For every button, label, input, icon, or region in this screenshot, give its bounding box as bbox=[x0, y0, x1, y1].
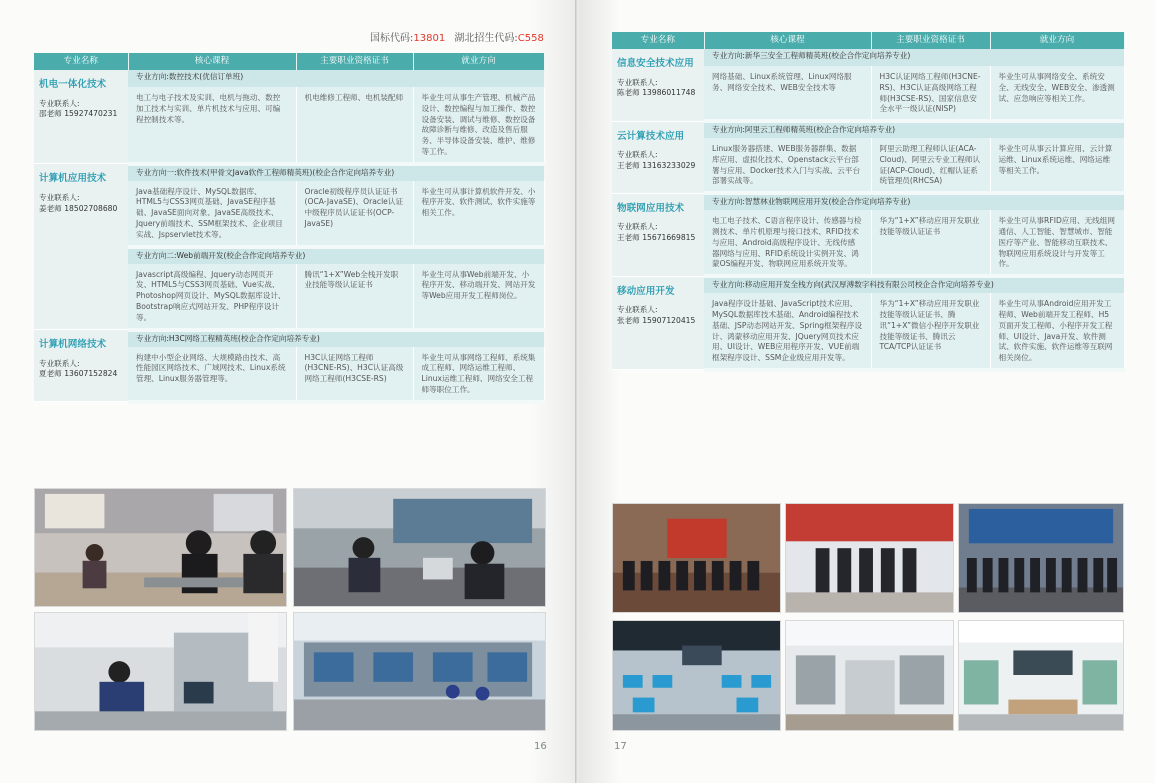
certificates: 华为“1+X”移动应用开发职业技能等级认证证书、腾讯“1+X”微信小程序开发职业技能等级证书、腾讯云TCA/TCP认证证书 bbox=[871, 293, 990, 370]
photo-group-meeting bbox=[958, 503, 1124, 613]
core-courses: 电工电子技术、C语言程序设计、传感器与检测技术、单片机原理与接口技术、RFID技术与应用、Android高级程序设计、无线传感器网络与应用、RFID系统设计实例开发、鸿蒙OS编程开发、物联网应用系统开发等。 bbox=[704, 210, 871, 276]
photo-electronics-practice bbox=[34, 488, 287, 607]
photo-automation-lab bbox=[34, 612, 287, 731]
career-direction: 毕业生可从事网络工程师、系统集成工程师、网络运维工程师、Linux运维工程师、网络安全工程师等职位工作。 bbox=[413, 347, 544, 402]
right-page bbox=[579, 0, 1155, 783]
contact-person: 张老师 15907120415 bbox=[617, 316, 696, 326]
right-program-table bbox=[612, 32, 1125, 372]
photo-training-room bbox=[293, 612, 546, 731]
contact-label: 专业联系人: bbox=[39, 98, 80, 108]
certificates: 华为“1+X”移动应用开发职业技能等级认证证书 bbox=[871, 210, 990, 276]
major-name: 计算机网络技术 bbox=[39, 339, 107, 350]
direction-title: 专业方向:智慧林业物联网应用开发(校企合作定向培养专业) bbox=[704, 193, 1124, 210]
col-header-certs: 主要职业资格证书 bbox=[871, 32, 990, 49]
direction-row bbox=[612, 121, 1124, 138]
photo-signing-ceremony bbox=[612, 503, 781, 613]
direction-title: 专业方向:阿里云工程师精英班(校企合作定向培养专业) bbox=[704, 121, 1124, 138]
major-cell bbox=[612, 193, 704, 276]
direction-row bbox=[34, 70, 544, 87]
contact-label: 专业联系人: bbox=[39, 358, 80, 368]
certificates: H3C认证网络工程师(H3CNE-RS)、H3C认证高级网络工程师(H3CSE-RS) bbox=[296, 347, 413, 402]
col-header-certs: 主要职业资格证书 bbox=[296, 53, 413, 70]
photo-workshop-room bbox=[785, 620, 954, 731]
col-header-major: 专业名称 bbox=[612, 32, 704, 49]
core-courses: 构建中小型企业网络、大规模路由技术、高性能园区网络技术、广域网技术、Linux系统管理、Linux服务器管理等。 bbox=[128, 347, 296, 402]
col-header-jobs: 就业方向 bbox=[413, 53, 544, 70]
contact-person: 邵老师 15927470231 bbox=[39, 109, 118, 119]
major-cell bbox=[612, 276, 704, 370]
admission-codes bbox=[370, 29, 544, 44]
career-direction: 毕业生可从事网络安全、系统安全、无线安全、WEB安全、渗透测试、应急响应等相关工作。 bbox=[990, 66, 1124, 121]
contact-person: 王老师 13163233029 bbox=[617, 161, 696, 171]
national-code: 13801 bbox=[413, 33, 446, 44]
major-cell bbox=[34, 70, 128, 164]
major-name: 移动应用开发 bbox=[617, 285, 675, 297]
contact-person: 陈老师 13986011748 bbox=[617, 88, 696, 98]
major-cell bbox=[34, 164, 128, 330]
national-code-label: 国标代码: bbox=[370, 33, 414, 44]
direction-row bbox=[612, 49, 1124, 66]
major-name: 物联网应用技术 bbox=[617, 202, 685, 214]
left-program-table bbox=[34, 53, 545, 404]
photo-practice-room bbox=[958, 620, 1124, 731]
hubei-code-label: 湖北招生代码: bbox=[454, 33, 518, 44]
direction-title: 专业方向:数控技术(优信订单班) bbox=[128, 70, 544, 87]
direction-row bbox=[34, 164, 544, 181]
core-courses: Java基础程序设计、MySQL数据库、HTML5与CSS3网页基础、JavaSE程序基础、JavaSE面向对象、JavaSE高级技术、Jquery前端技术、SSM框架技术、企业项目实战、Jspservlet技术等。 bbox=[128, 181, 296, 247]
career-direction: 毕业生可从事云计算应用、云计算运维、Linux系统运维、网络运维等相关工作。 bbox=[990, 138, 1124, 193]
direction-title: 专业方向:移动应用开发全栈方向(武汉厚溥数字科技有限公司校企合作定向培养专业) bbox=[704, 276, 1124, 293]
direction-title: 专业方向一:软件技术(甲骨文Java软件工程师精英班)(校企合作定向培养专业) bbox=[128, 164, 544, 181]
photo-computer-lab bbox=[612, 620, 781, 731]
contact-label: 专业联系人: bbox=[617, 222, 658, 232]
core-courses: Javascript高级编程、Jquery动态网页开发、HTML5与CSS3网页基础、Vue实战、Photoshop网页设计、MySQL数据库设计、Bootstrap响应式网站开发、PHP程序设计等。 bbox=[128, 264, 296, 330]
col-header-courses: 核心课程 bbox=[128, 53, 296, 70]
direction-row bbox=[612, 193, 1124, 210]
col-header-jobs: 就业方向 bbox=[990, 32, 1124, 49]
major-cell bbox=[34, 330, 128, 402]
direction-title: 专业方向二:Web前端开发(校企合作定向培养专业) bbox=[128, 247, 544, 264]
core-courses: Java程序设计基础、JavaScript技术应用、MySQL数据库技术基础、Android编程技术基础、JSP动态网站开发、Spring框架程序设计、鸿蒙移动应用开发、JQuery网页技术应用、UI设计、WEB应用程序开发、VUE前端框架程序设计、SSM企业级应用开发等。 bbox=[704, 293, 871, 370]
contact-label: 专业联系人: bbox=[617, 77, 658, 87]
direction-title: 专业方向:新华三安全工程师精英班(校企合作定向培养专业) bbox=[704, 49, 1124, 66]
page-number-left: 16 bbox=[534, 741, 547, 752]
certificates: Oracle初级程序员认证证书(OCA-JavaSE)、Oracle认证中级程序员认证证书(OCP-JavaSE) bbox=[296, 181, 413, 247]
contact-person: 夏老师 13607152824 bbox=[39, 369, 118, 379]
certificates: H3C认证网络工程师(H3CNE-RS)、H3C认证高级网络工程师(H3CSE-RS)、国家信息安全水平一级认证(NISP) bbox=[871, 66, 990, 121]
core-courses: 网络基础、Linux系统管理、Linux网络服务、网络安全技术、WEB安全技术等 bbox=[704, 66, 871, 121]
contact-label: 专业联系人: bbox=[617, 305, 658, 315]
direction-row bbox=[34, 330, 544, 347]
career-direction: 毕业生可从事Web前端开发、小程序开发、移动端开发、网站开发等Web应用开发工程师岗位。 bbox=[413, 264, 544, 330]
major-name: 计算机应用技术 bbox=[39, 173, 107, 185]
major-name: 信息安全技术应用 bbox=[617, 58, 694, 69]
photo-lab-training bbox=[293, 488, 546, 607]
career-direction: 毕业生可从事Android应用开发工程师、Web前端开发工程师、H5页面开发工程师、小程序开发工程师、UI设计、Java开发、软件测试、软件实施、软件运维等互联网相关岗位。 bbox=[990, 293, 1124, 370]
col-header-major: 专业名称 bbox=[34, 53, 128, 70]
major-name: 云计算技术应用 bbox=[617, 130, 685, 142]
direction-row bbox=[612, 276, 1124, 293]
direction-title: 专业方向:H3C网络工程精英班(校企合作定向培养专业) bbox=[128, 330, 544, 347]
contact-person: 王老师 15671669815 bbox=[617, 233, 696, 243]
certificates: 机电维修工程师、电机装配师 bbox=[296, 87, 413, 164]
career-direction: 毕业生可从事RFID应用、无线组网通信、人工智能、智慧城市、智能医疗等产业、智能移动互联技术、物联网应用系统设计与开发等工作。 bbox=[990, 210, 1124, 276]
major-cell bbox=[612, 121, 704, 193]
certificates: 阿里云助理工程师认证(ACA-Cloud)、阿里云专业工程师认证(ACP-Cloud)、红帽认证系统管理员(RHCSA) bbox=[871, 138, 990, 193]
left-page bbox=[0, 0, 577, 783]
core-courses: 电工与电子技术及实训、电机与拖动、数控加工技术与实训、单片机技术与应用、可编程控制技术等。 bbox=[128, 87, 296, 164]
hubei-code: C558 bbox=[517, 33, 544, 44]
page-number-right: 17 bbox=[614, 741, 627, 752]
core-courses: Linux服务器搭建、WEB服务器群集、数据库应用、虚拟化技术、Openstack云平台部署与应用、Docker技术入门与实战、云平台部署实战等。 bbox=[704, 138, 871, 193]
certificates: 腾讯“1+X”Web全栈开发职业技能等级认证证书 bbox=[296, 264, 413, 330]
contact-label: 专业联系人: bbox=[617, 150, 658, 160]
photo-award-ceremony bbox=[785, 503, 954, 613]
career-direction: 毕业生可从事计算机软件开发、小程序开发、软件测试、软件实施等相关工作。 bbox=[413, 181, 544, 247]
col-header-courses: 核心课程 bbox=[704, 32, 871, 49]
major-name: 机电一体化技术 bbox=[39, 79, 107, 90]
contact-label: 专业联系人: bbox=[39, 192, 80, 202]
major-cell bbox=[612, 49, 704, 121]
career-direction: 毕业生可从事生产管理、机械产品设计、数控编程与加工操作、数控设备安装、调试与维修、数控设备故障诊断与维修、改造及售后服务、半导体设备安装、维护、维修等工作。 bbox=[413, 87, 544, 164]
contact-person: 姜老师 18502708680 bbox=[39, 203, 118, 213]
